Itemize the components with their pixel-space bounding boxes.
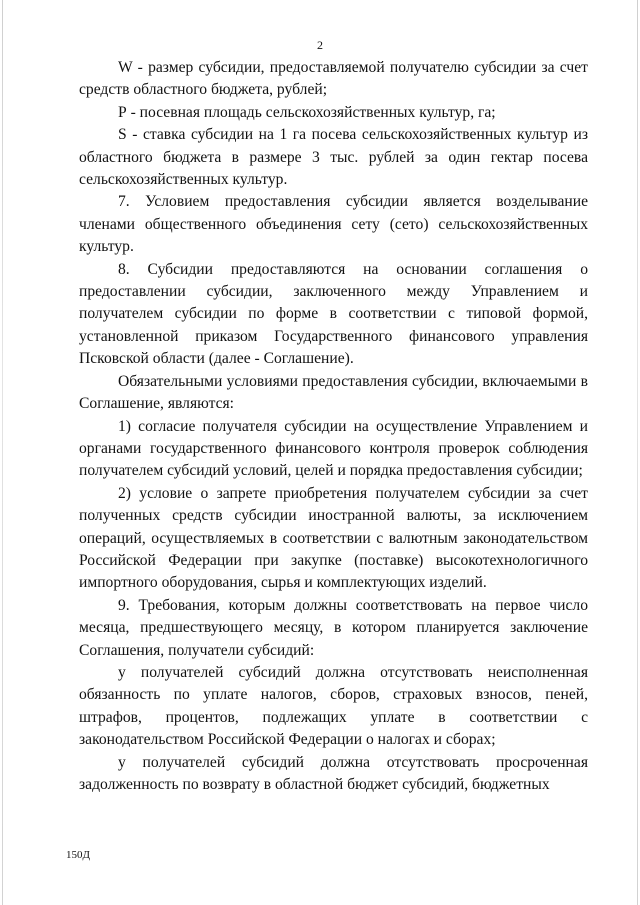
paragraph-item-7: 7. Условием предоставления субсидии является возделывание членами общественного объединения сету (сето) сельскохозяйственных культур. <box>79 193 588 256</box>
paragraph-requirement-debt: у получателей субсидий должна отсутствовать просроченная задолженность по возврату в областной бюджет субсидий, бюджетных <box>79 753 588 793</box>
paragraph-condition-2: 2) условие о запрете приобретения получателем субсидии за счет полученных средств субсидии иностранной валюты, за исключением операций, осуществляемых в соответствии с валютным законодательством Российской Федерации при закупке (поставке) высокотехнологичного импортного оборудования, сырья и комплектующих изделий. <box>79 484 588 592</box>
document-body <box>79 57 588 796</box>
page-right-edge <box>637 0 638 905</box>
page-left-edge <box>2 0 3 905</box>
paragraph-w-definition: W - размер субсидии, предоставляемой получателю субсидии за счет средств областного бюджета, рублей; <box>79 59 588 99</box>
footer-code: 150Д <box>66 849 91 861</box>
paragraph-item-9: 9. Требования, которым должны соответствовать на первое число месяца, предшествующего месяцу, в котором планируется заключение Соглашения, получатели субсидий: <box>79 596 588 659</box>
paragraph-condition-1: 1) согласие получателя субсидии на осуществление Управлением и органами государственного финансового контроля проверок соблюдения получателем субсидий условий, целей и порядка предоставления субсидии; <box>79 417 588 480</box>
paragraph-s-definition: S - ставка субсидии на 1 га посева сельскохозяйственных культур из областного бюджета в размере 3 тыс. рублей за один гектар посева сельскохозяйственных культур. <box>79 126 588 189</box>
page-number: 2 <box>317 38 323 52</box>
paragraph-mandatory-conditions: Обязательными условиями предоставления субсидии, включаемыми в Соглашение, являются: <box>79 372 588 413</box>
paragraph-p-definition: Р - посевная площадь сельскохозяйственных культур, га; <box>118 103 496 121</box>
paragraph-item-8: 8. Субсидии предоставляются на основании соглашения о предоставлении субсидии, заключенного между Управлением и получателем субсидии по форме в соответствии с типовой формой, установленной приказом Государственного финансового управления Псковской области (далее - Соглашение). <box>79 260 588 368</box>
paragraph-requirement-taxes: у получателей субсидий должна отсутствовать неисполненная обязанность по уплате налогов, сборов, страховых взносов, пеней, штрафов, процентов, подлежащих уплате в соответствии с законодательством Российской Федерации о налогах и сборах; <box>79 663 588 749</box>
